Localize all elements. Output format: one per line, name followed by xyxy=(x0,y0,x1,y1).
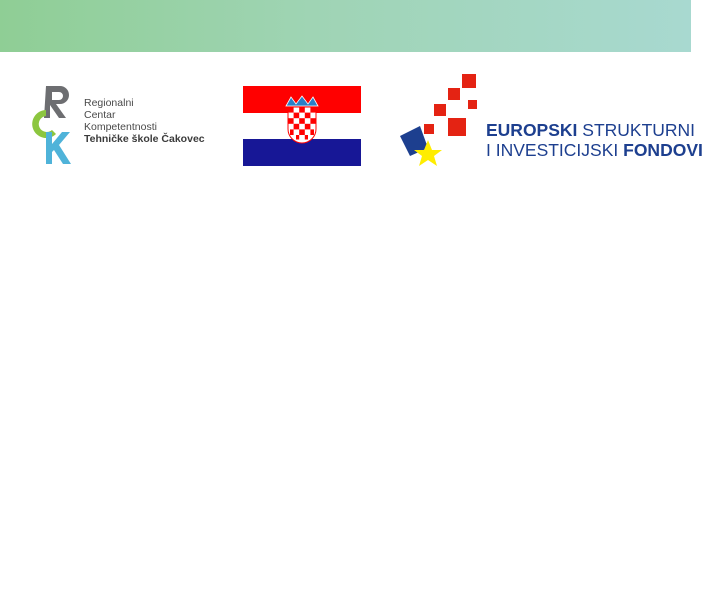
coat-of-arms-shield xyxy=(288,107,316,143)
eu-text-line1-rest: STRUKTURNI xyxy=(577,120,696,140)
rck-letter-mark xyxy=(24,84,78,168)
rck-text-line2: Centar xyxy=(84,109,116,121)
eu-funds-mark xyxy=(398,74,488,172)
rck-text-line4: Tehničke škole Čakovec xyxy=(84,133,205,145)
eu-text-line1-bold: EUROPSKI xyxy=(486,120,578,140)
croatian-flag xyxy=(243,86,361,166)
rck-text-line3: Kompetentnosti xyxy=(84,121,157,133)
eu-text-line2-bold: FONDOVI xyxy=(623,140,703,160)
eu-funds-wordmark xyxy=(486,120,703,160)
eu-text-line2-rest: I INVESTICIJSKI xyxy=(486,140,624,160)
coat-of-arms-crown xyxy=(286,96,318,106)
rck-text-line1: Regionalni xyxy=(84,97,134,109)
header-band xyxy=(0,0,691,52)
rck-logo xyxy=(24,84,224,170)
